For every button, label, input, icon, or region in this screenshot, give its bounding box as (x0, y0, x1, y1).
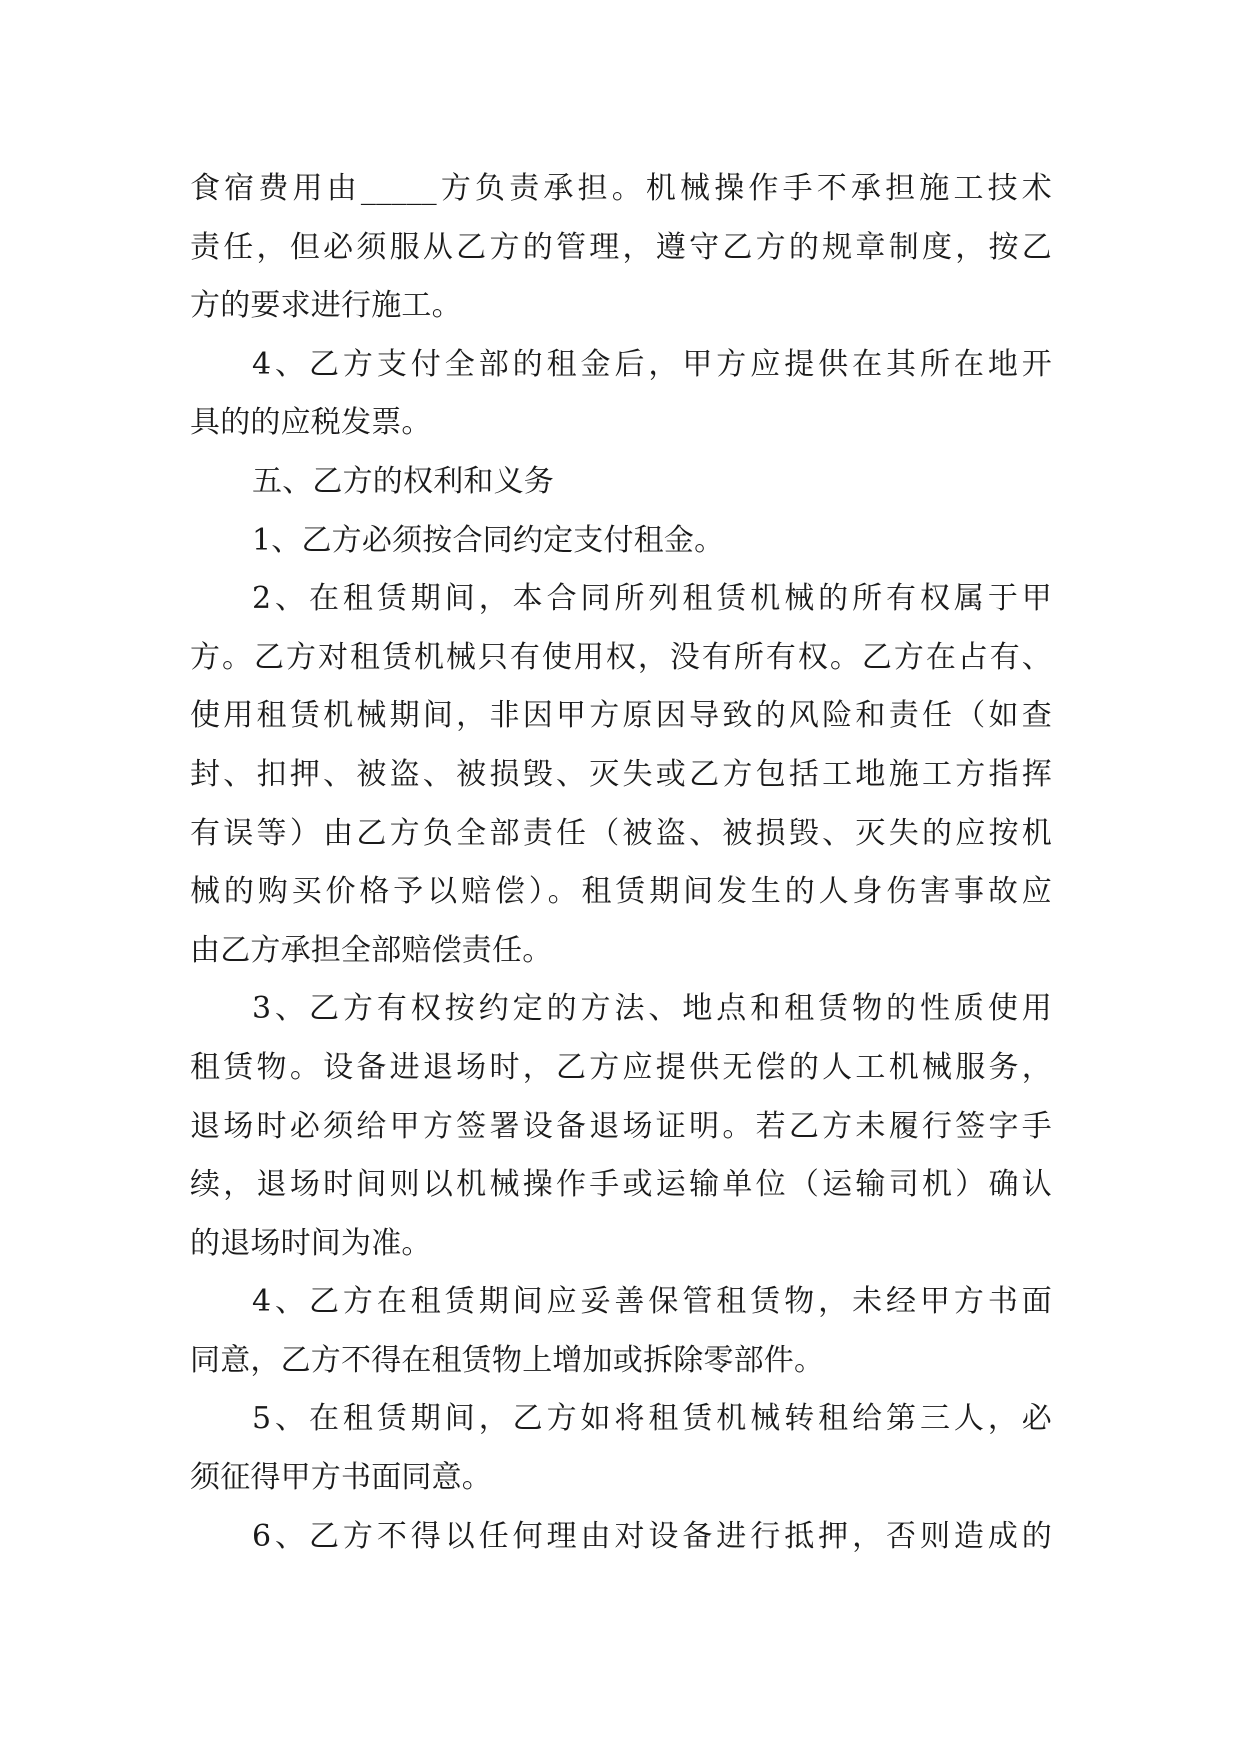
text-line: 有误等）由乙方负全部责任（被盗、被损毁、灭失的应按机 (190, 815, 1052, 851)
text-line: 具的的应税发票。 (190, 405, 432, 441)
contract-text-body (190, 160, 1052, 1566)
text-line: 退场时必须给甲方签署设备退场证明。若乙方未履行签字手 (190, 1108, 1052, 1144)
text-line: 同意，乙方不得在租赁物上增加或拆除零部件。 (190, 1342, 825, 1378)
text-line: 1、乙方必须按合同约定支付租金。 (252, 522, 725, 558)
text-line: 5、在租赁期间，乙方如将租赁机械转租给第三人，必 (252, 1401, 1052, 1437)
text-line: 3、乙方有权按约定的方法、地点和租赁物的性质使用 (252, 991, 1052, 1027)
text-line: 使用租赁机械期间，非因甲方原因导致的风险和责任（如查 (190, 698, 1052, 734)
text-line: 食宿费用由_____方负责承担。机械操作手不承担施工技术 (190, 171, 1052, 206)
text-line: 械的购买价格予以赔偿）。租赁期间发生的人身伤害事故应 (190, 874, 1052, 910)
text-line: 封、扣押、被盗、被损毁、灭失或乙方包括工地施工方指挥 (190, 756, 1052, 792)
text-line: 方的要求进行施工。 (190, 288, 462, 324)
text-line: 6、乙方不得以任何理由对设备进行抵押，否则造成的 (252, 1518, 1052, 1554)
text-line: 由乙方承担全部赔偿责任。 (190, 932, 553, 968)
text-line: 2、在租赁期间，本合同所列租赁机械的所有权属于甲 (252, 581, 1052, 617)
text-line: 租赁物。设备进退场时，乙方应提供无偿的人工机械服务， (190, 1049, 1052, 1085)
text-line: 的退场时间为准。 (190, 1225, 432, 1261)
text-line: 续，退场时间则以机械操作手或运输单位（运输司机）确认 (190, 1167, 1052, 1203)
text-line: 责任，但必须服从乙方的管理，遵守乙方的规章制度，按乙 (190, 229, 1052, 265)
text-line: 方。乙方对租赁机械只有使用权，没有所有权。乙方在占有、 (190, 639, 1052, 675)
text-line: 4、乙方支付全部的租金后，甲方应提供在其所在地开 (252, 346, 1052, 382)
text-line: 五、乙方的权利和义务 (252, 463, 554, 499)
text-line: 4、乙方在租赁期间应妥善保管租赁物，未经甲方书面 (252, 1284, 1052, 1320)
text-line: 须征得甲方书面同意。 (190, 1460, 492, 1496)
